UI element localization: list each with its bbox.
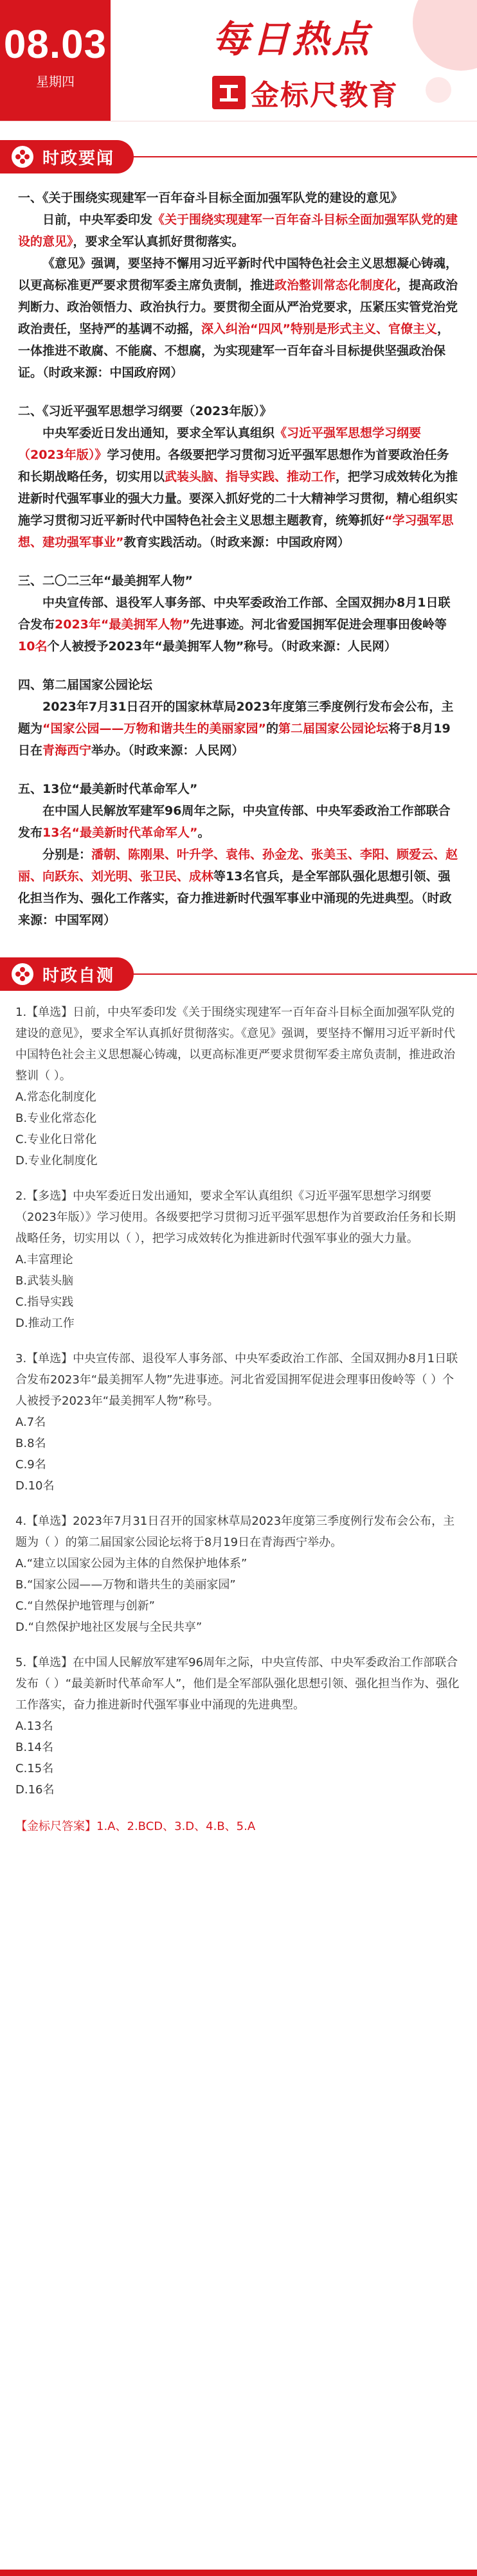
highlight-text: 2023年“最美拥军人物” — [55, 617, 190, 632]
answer-key: 【金标尺答案】1.A、2.BCD、3.D、4.B、5.A — [15, 1820, 256, 1833]
body-text: 中央军委近日发出通知，要求全军认真组织 — [42, 426, 275, 440]
slogan: 每日热点 — [212, 17, 372, 61]
highlight-text: 潘朝、陈刚果、叶升学、袁伟、孙金龙、张美玉、李阳、顾爱云、赵丽、向跃东、刘光明、张卫民、成林 — [18, 848, 458, 884]
question-option: A.13名 — [15, 1719, 53, 1733]
highlight-text: 《关于围绕实现建军一百年奋斗目标全面加强军队党的建设的意见》 — [18, 213, 458, 249]
highlight-text: 《习近平强军思想学习纲要（2023年版）》 — [18, 426, 422, 462]
body-text: ，把学习成效转化为推进新时代强军事业的强大力量。要深入抓好党的二十大精神学习贯彻，精心组织实施学习贯彻习近平新时代中国特色社会主义思想主题教育，统筹抓好 — [18, 470, 458, 528]
body-text: 等13名官兵，是全军部队强化思想引领、强化担当作为、强化工作落实，奋力推进新时代强军事业中涌现的先进典型。（时政来源：中国军网） — [18, 869, 452, 927]
brand-logo — [212, 72, 399, 113]
body-text: 。 — [197, 826, 210, 840]
question-option: A.7名 — [15, 1416, 46, 1429]
quiz-question — [15, 1348, 462, 1497]
question-option: A.常态化制度化 — [15, 1090, 96, 1104]
question-option: D.“自然保护地社区发展与全民共享” — [15, 1621, 203, 1634]
highlight-text: “国家公园——万物和谐共生的美丽家园” — [42, 722, 266, 736]
highlight-text: 13名“最美新时代革命军人” — [42, 826, 198, 840]
news-paragraph — [18, 800, 459, 844]
news-headline: 二、《习近平强军思想学习纲要（2023年版）》 — [18, 404, 272, 418]
question-option: B.14名 — [15, 1741, 53, 1754]
decor-circle-small — [426, 77, 451, 103]
bottom-strip — [0, 2570, 477, 2576]
body-text: 中央宣传部、退役军人事务部、中央军委政治工作部、全国双拥办8月1日联合发布 — [18, 596, 451, 632]
question-stem: 5.【单选】在中国人民解放军建军96周年之际，中央宣传部、中央军委政治工作部联合发布（ ）“最美新时代革命军人”，他们是全军部队强化思想引领、强化担当作为、强化工作落实，奋力推进新时代强军事业中涌现的先进典型。 — [15, 1656, 460, 1712]
body-text: 分别是： — [42, 848, 92, 862]
date: 08.03 — [3, 22, 107, 67]
brand-name: 金标尺教育 — [251, 79, 399, 112]
body-text: ，一体推进不敢腐、不能腐、不想腐，为实现建军一百年奋斗目标提供坚强政治保证。（时政来源：中国政府网） — [18, 322, 450, 380]
flower-icon — [12, 963, 33, 985]
question-option: C.9名 — [15, 1458, 46, 1471]
body-text: 2023年7月31日召开的国家林草局2023年度第三季度例行发布会公布，主题为 — [18, 700, 454, 736]
news-section-title: 时政要闻 — [42, 148, 115, 168]
question-option: D.10名 — [15, 1479, 55, 1493]
quiz-question — [15, 1186, 462, 1334]
news-list — [0, 175, 477, 931]
header — [0, 0, 477, 121]
news-paragraph — [18, 592, 459, 657]
body-text: 日前，中央军委印发 — [42, 213, 153, 227]
body-text: ，提高政治判断力、政治领悟力、政治执行力。要贯彻全面从严治党要求，压紧压实管党治党政治责任，坚持严的基调不动摇， — [18, 278, 458, 336]
news-headline: 一、《关于围绕实现建军一百年奋斗目标全面加强军队党的建设的意见》 — [18, 191, 403, 205]
news-section-pill — [0, 140, 134, 173]
question-option: C.15名 — [15, 1762, 54, 1775]
highlight-text: 第二届国家公园论坛 — [278, 722, 389, 736]
body-text: 将于8月19日在 — [18, 722, 451, 758]
quiz-section-pill — [0, 957, 134, 991]
body-text: 在中国人民解放军建军96周年之际，中央宣传部、中央军委政治工作部联合发布 — [18, 804, 451, 840]
question-stem: 1.【单选】日前，中央军委印发《关于围绕实现建军一百年奋斗目标全面加强军队党的建设的意见》，要求全军认真抓好贯彻落实。《意见》强调，要坚持不懈用习近平新时代中国特色社会主义思想凝心铸魂，以更高标准更严要求贯彻军委主席负责制，推进政治整训（ ）。 — [15, 1006, 455, 1083]
quiz-question — [15, 1002, 462, 1171]
weekday: 星期四 — [36, 74, 75, 89]
logo-mark-icon — [212, 76, 246, 109]
question-option: C.指导实践 — [15, 1295, 74, 1309]
body-text: 的 — [266, 722, 279, 736]
quiz-section-banner — [0, 955, 477, 993]
question-option: B.“国家公园——万物和谐共生的美丽家园” — [15, 1578, 236, 1592]
news-headline: 三、二〇二三年“最美拥军人物” — [18, 574, 193, 588]
question-option: D.专业化制度化 — [15, 1154, 98, 1168]
decor-circle — [413, 0, 477, 71]
news-paragraph — [18, 696, 459, 761]
highlight-text: “学习强军思想、建功强军事业” — [18, 513, 454, 549]
question-option: B.武装头脑 — [15, 1274, 74, 1288]
question-option: B.8名 — [15, 1437, 46, 1450]
body-text: 先进事迹。河北省爱国拥军促进会理事田俊岭等 — [190, 617, 447, 632]
news-headline: 四、第二届国家公园论坛 — [18, 678, 153, 692]
highlight-text: 青海西宁 — [42, 743, 92, 758]
quiz-list — [0, 993, 477, 1838]
question-stem: 4.【单选】2023年7月31日召开的国家林草局2023年度第三季度例行发布会公布，主题为（ ）的第二届国家公园论坛将于8月19日在青海西宁举办。 — [15, 1515, 455, 1549]
question-option: C.“自然保护地管理与创新” — [15, 1599, 155, 1613]
body-text: 教育实践活动。（时政来源：中国政府网） — [123, 535, 350, 549]
quiz-question — [15, 1652, 462, 1800]
news-paragraph — [18, 253, 459, 384]
question-option: C.专业化日常化 — [15, 1133, 97, 1146]
news-headline: 五、13位“最美新时代革命军人” — [18, 782, 198, 796]
news-paragraph — [18, 844, 459, 931]
flower-icon — [12, 146, 33, 168]
body-text: 个人被授予2023年“最美拥军人物”称号。（时政来源：人民网） — [47, 639, 397, 653]
highlight-text: 政治整训常态化制度化 — [274, 278, 397, 292]
question-stem: 3.【单选】中央宣传部、退役军人事务部、中央军委政治工作部、全国双拥办8月1日联合发布2023年“最美拥军人物”先进事迹。河北省爱国拥军促进会理事田俊岭等（ ）个人被授予2023年“最美拥军人物”称号。 — [15, 1352, 458, 1408]
question-option: A.丰富理论 — [15, 1253, 73, 1266]
body-text: ，要求全军认真抓好贯彻落实。 — [73, 235, 244, 249]
quiz-section-title: 时政自测 — [42, 966, 115, 986]
question-option: A.“建立以国家公园为主体的自然保护地体系” — [15, 1557, 248, 1570]
body-text: 学习使用。各级要把学习贯彻习近平强军思想作为首要政治任务和长期战略任务，切实用以 — [18, 448, 449, 484]
highlight-text: 10名 — [18, 639, 48, 653]
highlight-text: 深入纠治“四风”特别是形式主义、官僚主义 — [201, 322, 437, 336]
question-option: B.专业化常态化 — [15, 1112, 97, 1125]
quiz-question — [15, 1511, 462, 1638]
body-text: 举办。（时政来源：人民网） — [91, 743, 244, 758]
news-section-banner — [0, 138, 477, 175]
highlight-text: 武装头脑、指导实践、推动工作 — [165, 470, 336, 484]
question-stem: 2.【多选】中央军委近日发出通知，要求全军认真组织《习近平强军思想学习纲要（2023年版）》学习使用。各级要把学习贯彻习近平强军思想作为首要政治任务和长期战略任务，切实用以（ ），把学习成效转化为推进新时代强军事业的强大力量。 — [15, 1189, 456, 1245]
news-paragraph — [18, 209, 459, 253]
news-paragraph — [18, 422, 459, 553]
question-option: D.推动工作 — [15, 1317, 75, 1330]
date-box — [0, 0, 111, 121]
body-text: 《意见》强调，要坚持不懈用习近平新时代中国特色社会主义思想凝心铸魂，以更高标准更严要求贯彻军委主席负责制，推进 — [18, 256, 458, 292]
question-option: D.16名 — [15, 1783, 55, 1797]
